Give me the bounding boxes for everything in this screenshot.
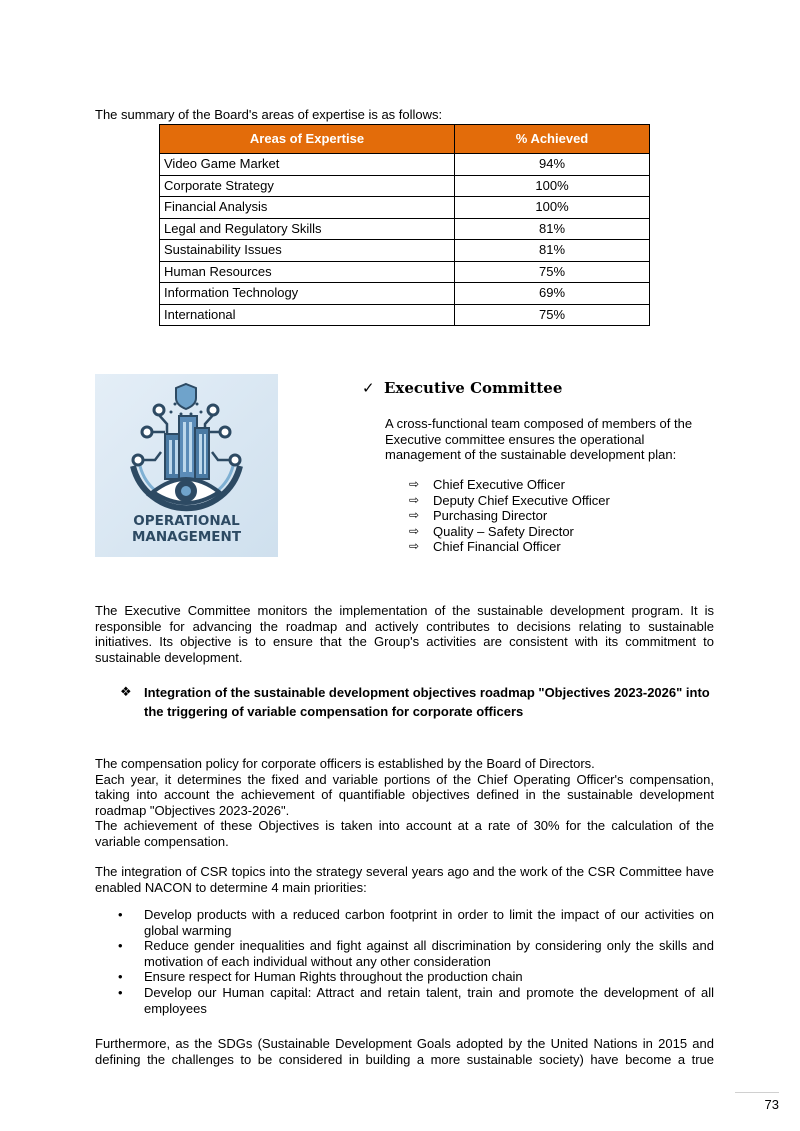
building-eye-network-icon	[95, 374, 278, 557]
pct-cell: 81%	[455, 240, 650, 262]
closing-paragraph: Furthermore, as the SDGs (Sustainable Development Goals adopted by the United Nations in 2015 and defining the challenges to be considered in building a more sustainable society) have become a true	[95, 1036, 714, 1067]
member-label: Deputy Chief Executive Officer	[433, 492, 610, 508]
column-header-achieved: % Achieved	[455, 125, 650, 154]
priority-text: Develop products with a reduced carbon footprint in order to limit the impact of our activities on global warming	[144, 907, 714, 938]
area-cell: International	[160, 304, 455, 326]
bullet-icon: •	[118, 984, 123, 1000]
page-number: 73	[735, 1092, 779, 1116]
area-cell: Sustainability Issues	[160, 240, 455, 262]
list-item	[118, 985, 714, 1016]
list-item	[409, 508, 610, 524]
table-row	[160, 218, 650, 240]
bullet-icon: •	[118, 938, 123, 954]
integration-heading	[120, 683, 710, 721]
arrow-right-icon: ⇨	[409, 539, 420, 553]
column-header-area: Areas of Expertise	[160, 125, 455, 154]
bullet-icon: •	[118, 907, 123, 922]
list-item	[118, 907, 714, 938]
priority-text: Reduce gender inequalities and fight against all discrimination by considering only the skills and motivation of each individual without any other consideration	[144, 938, 714, 969]
priority-text: Ensure respect for Human Rights throughout the production chain	[144, 969, 523, 985]
checkmark-icon: ✓	[362, 379, 375, 397]
table-row	[160, 175, 650, 197]
monitor-paragraph: The Executive Committee monitors the implementation of the sustainable development program. It is responsible for advancing the roadmap and actively contributes to decisions relating to sustainable initiatives. Its objective is to ensure that the Group's activities are consistent with its commitment to sustainable development.	[95, 603, 714, 665]
illustration-caption-line1: OPERATIONAL	[133, 513, 240, 529]
member-label: Quality – Safety Director	[433, 523, 574, 539]
area-cell: Corporate Strategy	[160, 175, 455, 197]
list-item	[409, 477, 610, 493]
area-cell: Financial Analysis	[160, 197, 455, 219]
table-row	[160, 154, 650, 176]
compensation-line3: The achievement of these Objectives is taken into account at a rate of 30% for the calculation of the variable compensation.	[95, 818, 714, 849]
priorities-intro: The integration of CSR topics into the strategy several years ago and the work of the CSR Committee have enabled NACON to determine 4 main priorities:	[95, 864, 714, 895]
compensation-line1: The compensation policy for corporate officers is established by the Board of Directors.	[95, 756, 595, 771]
table-row	[160, 261, 650, 283]
compensation-line2: Each year, it determines the fixed and variable portions of the Chief Operating Officer's compensation, taking into account the achievement of quantifiable objectives defined in the sustainable development roadmap "Objectives 2023-2026".	[95, 771, 714, 818]
arrow-right-icon: ⇨	[409, 508, 420, 522]
pct-cell: 81%	[455, 218, 650, 240]
table-row	[160, 240, 650, 262]
arrow-right-icon: ⇨	[409, 477, 420, 491]
diamond-bullet-icon: ❖	[120, 685, 132, 700]
illustration-caption-line2: MANAGEMENT	[131, 529, 242, 545]
list-item	[118, 938, 714, 969]
priority-text: Develop our Human capital: Attract and retain talent, train and promote the development of all employees	[144, 984, 714, 1016]
executive-committee-description: A cross-functional team composed of members of the Executive committee ensures the operational management of the sustainable development plan:	[385, 416, 693, 463]
list-item	[409, 539, 610, 555]
arrow-right-icon: ⇨	[409, 523, 420, 538]
area-cell: Human Resources	[160, 261, 455, 283]
member-label: Chief Financial Officer	[433, 539, 561, 554]
priorities-list	[118, 907, 714, 1016]
arrow-right-icon: ⇨	[409, 492, 420, 507]
member-label: Chief Executive Officer	[433, 477, 565, 492]
pct-cell: 100%	[455, 197, 650, 219]
pct-cell: 75%	[455, 261, 650, 283]
pct-cell: 69%	[455, 283, 650, 305]
committee-members-list	[409, 477, 610, 555]
table-row	[160, 283, 650, 305]
integration-heading-text: Integration of the sustainable development objectives roadmap "Objectives 2023-2026" into the triggering of variable compensation for corporate officers	[144, 685, 710, 719]
list-item	[409, 524, 610, 540]
bullet-icon: •	[118, 969, 123, 985]
expertise-table	[159, 124, 650, 326]
table-row	[160, 304, 650, 326]
area-cell: Video Game Market	[160, 154, 455, 176]
intro-text: The summary of the Board's areas of expertise is as follows:	[95, 107, 443, 122]
pct-cell: 75%	[455, 304, 650, 326]
member-label: Purchasing Director	[433, 508, 548, 523]
pct-cell: 94%	[455, 154, 650, 176]
compensation-block	[95, 756, 714, 850]
pct-cell: 100%	[455, 175, 650, 197]
executive-committee-heading	[362, 381, 562, 397]
executive-committee-title: Executive Committee	[384, 379, 563, 397]
list-item	[409, 493, 610, 509]
operational-management-illustration	[95, 374, 278, 557]
list-item	[118, 969, 714, 985]
area-cell: Information Technology	[160, 283, 455, 305]
area-cell: Legal and Regulatory Skills	[160, 218, 455, 240]
table-row	[160, 197, 650, 219]
table-header-row	[160, 125, 650, 154]
